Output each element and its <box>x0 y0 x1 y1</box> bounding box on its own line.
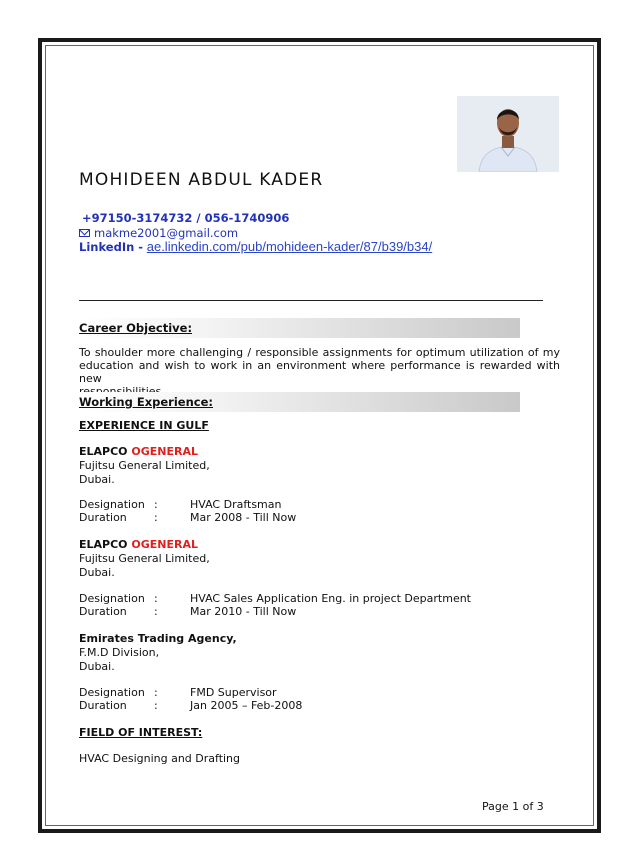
designation-value: HVAC Sales Application Eng. in project Department <box>190 592 471 605</box>
designation-row <box>79 592 539 606</box>
duration-value: Jan 2005 – Feb-2008 <box>190 699 303 712</box>
company-line-2: Dubai. <box>79 473 115 486</box>
colon: : <box>154 498 158 511</box>
envelope-icon <box>79 229 90 237</box>
designation-value: HVAC Draftsman <box>190 498 282 511</box>
company-name-black: ELAPCO <box>79 445 128 458</box>
section-bar-working-experience <box>79 392 520 412</box>
duration-value: Mar 2010 - Till Now <box>190 605 297 618</box>
horizontal-divider <box>79 300 543 301</box>
colon: : <box>154 592 158 605</box>
email-address[interactable]: makme2001@gmail.com <box>94 226 239 240</box>
duration-row <box>79 699 479 713</box>
phone-line <box>79 211 289 225</box>
experience-in-gulf-heading: EXPERIENCE IN GULF <box>79 419 209 432</box>
duration-value: Mar 2008 - Till Now <box>190 511 297 524</box>
company-name <box>79 538 198 551</box>
company-line-1: Fujitsu General Limited, <box>79 459 210 472</box>
section-title-career-objective: Career Objective: <box>79 321 193 335</box>
phone-number[interactable]: +97150-3174732 / 056-1740906 <box>82 211 290 225</box>
field-of-interest-heading: FIELD OF INTEREST: <box>79 726 203 739</box>
company-line-2: Dubai. <box>79 566 115 579</box>
career-objective-line-1: To shoulder more challenging / responsible assignments for optimum utilization of my <box>79 346 560 359</box>
company-line-2: Dubai. <box>79 660 115 673</box>
profile-photo <box>457 96 559 172</box>
company-name-black: Emirates Trading Agency, <box>79 632 237 645</box>
company-name-black: ELAPCO <box>79 538 128 551</box>
duration-label: Duration <box>79 511 127 524</box>
career-objective-line-2: education and wish to work in an environment where performance is rewarded with new <box>79 359 560 385</box>
email-line <box>79 226 238 240</box>
candidate-name: MOHIDEEN ABDUL KADER <box>79 170 324 190</box>
duration-label: Duration <box>79 699 127 712</box>
company-name <box>79 632 237 645</box>
duration-label: Duration <box>79 605 127 618</box>
designation-label: Designation <box>79 686 145 699</box>
career-objective-text <box>79 346 560 398</box>
page-number: Page 1 of 3 <box>482 800 544 813</box>
company-name-red: OGENERAL <box>131 445 198 458</box>
section-title-working-experience: Working Experience: <box>79 395 213 409</box>
designation-row <box>79 498 479 512</box>
duration-row <box>79 511 479 525</box>
linkedin-label: LinkedIn - <box>79 240 144 254</box>
company-name-red: OGENERAL <box>131 538 198 551</box>
designation-label: Designation <box>79 498 145 511</box>
colon: : <box>154 699 158 712</box>
company-name <box>79 445 198 458</box>
designation-row <box>79 686 479 700</box>
colon: : <box>154 605 158 618</box>
designation-value: FMD Supervisor <box>190 686 277 699</box>
field-of-interest-text: HVAC Designing and Drafting <box>79 752 241 765</box>
linkedin-link[interactable]: ae.linkedin.com/pub/mohideen-kader/87/b39/b34/ <box>146 239 433 254</box>
linkedin-line <box>79 239 432 254</box>
company-line-1: F.M.D Division, <box>79 646 160 659</box>
company-line-1: Fujitsu General Limited, <box>79 552 210 565</box>
duration-row <box>79 605 479 619</box>
colon: : <box>154 686 158 699</box>
section-bar-career-objective <box>79 318 520 338</box>
designation-label: Designation <box>79 592 145 605</box>
colon: : <box>154 511 158 524</box>
